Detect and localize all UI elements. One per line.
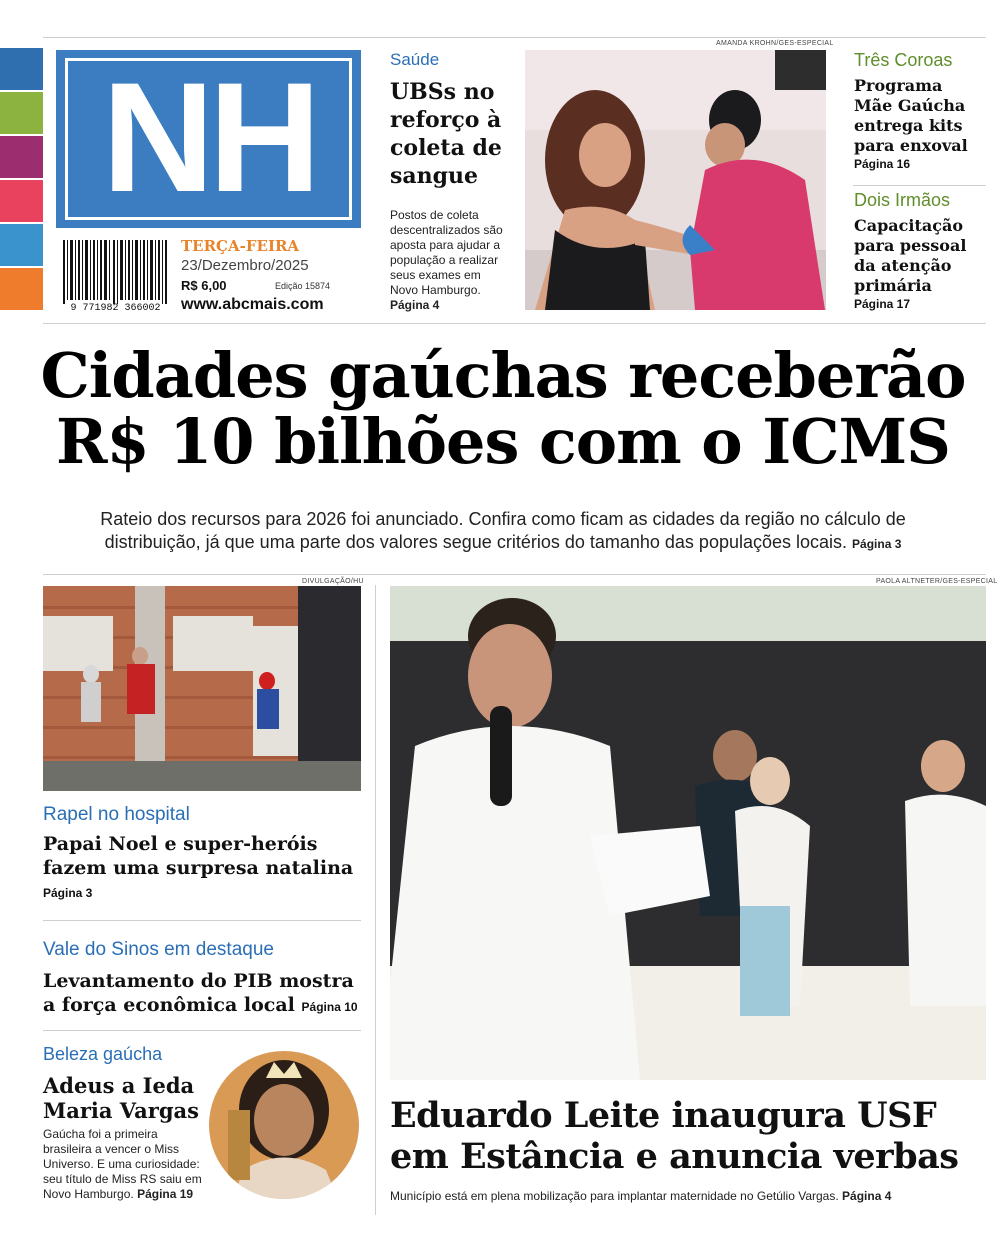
body-line: descentralizados são <box>390 223 503 237</box>
body-line: brasileira a vencer o Miss <box>43 1142 180 1156</box>
headline-line: da atenção <box>854 256 952 275</box>
body-line: seus exames em <box>390 268 481 282</box>
masthead-bottom-rule <box>43 323 986 324</box>
photo-credit: DIVULGAÇÃO/HU <box>302 578 364 585</box>
headline-line: Maria Vargas <box>43 1098 199 1123</box>
headline-line: Programa <box>854 76 943 95</box>
page-reference[interactable]: Página 4 <box>390 298 440 312</box>
logo-text: NH <box>101 51 316 225</box>
body-line: seu título de Miss RS saiu em <box>43 1172 202 1186</box>
page-reference[interactable]: Página 3 <box>852 537 902 551</box>
body-line: Universo. E uma curiosidade: <box>43 1157 200 1171</box>
story-kicker: Beleza gaúcha <box>43 1044 163 1064</box>
story-kicker: Rapel no hospital <box>43 804 190 825</box>
page-reference[interactable]: Página 16 <box>854 157 911 171</box>
story-headline[interactable] <box>390 78 520 190</box>
story-headline[interactable] <box>854 216 986 296</box>
photo-credit: PAOLA ALTNETER/GES-ESPECIAL <box>876 578 998 585</box>
issue-date: 23/Dezembro/2025 <box>181 257 309 274</box>
blood-collection-photo[interactable] <box>525 50 826 310</box>
weekday: TERÇA-FEIRA <box>181 237 300 255</box>
headline-line: entrega kits <box>854 116 963 135</box>
story-divider <box>43 1030 361 1031</box>
price: R$ 6,00 <box>181 278 227 293</box>
page-reference[interactable]: Página 3 <box>43 886 93 900</box>
strip-block <box>0 224 43 266</box>
headline-line: coleta de <box>390 135 502 161</box>
page-reference[interactable]: Página 19 <box>137 1187 194 1201</box>
barcode-number: 9 771982 366002 <box>70 303 161 314</box>
body-line: aposta para ajudar a <box>390 238 501 252</box>
story-headline[interactable] <box>43 832 373 880</box>
page-reference[interactable]: Página 17 <box>854 297 911 311</box>
body-line: Novo Hamburgo. <box>390 283 481 297</box>
headline-line: em Estância e anuncia verbas <box>390 1136 959 1177</box>
headline-line: Cidades gaúchas receberão <box>40 339 966 412</box>
headline-line: Eduardo Leite inaugura USF <box>390 1095 937 1136</box>
newspaper-logo[interactable] <box>56 50 361 228</box>
headline-line: a força econômica local <box>43 994 295 1016</box>
barcode-icon <box>63 240 167 304</box>
feature-headline[interactable] <box>390 1095 990 1177</box>
headline-line: Adeus a Ieda <box>43 1073 195 1098</box>
column-divider <box>375 585 376 1215</box>
headline-line: para enxoval <box>854 136 968 155</box>
headline-line: reforço à <box>390 107 502 133</box>
headline-line: Papai Noel e super-heróis <box>43 833 318 855</box>
headline-line: sangue <box>390 163 479 189</box>
strip-block <box>0 180 43 222</box>
page-reference[interactable]: Página 10 <box>301 1000 358 1014</box>
body-line: Postos de coleta <box>390 208 479 222</box>
story-kicker: Dois Irmãos <box>854 190 951 210</box>
headline-line: para pessoal <box>854 236 967 255</box>
body-line: Gaúcha foi a primeira <box>43 1127 158 1141</box>
feature-caption <box>390 1189 990 1203</box>
subheadline-line: Rateio dos recursos para 2026 foi anunciado. Confira como ficam as cidades da região no cálculo de <box>100 509 906 529</box>
headline-line: Levantamento do PIB mostra <box>43 970 354 992</box>
body-line: Novo Hamburgo. <box>43 1187 134 1201</box>
strip-block <box>0 92 43 134</box>
top-rule <box>43 37 986 38</box>
caption-text: Município está em plena mobilização para implantar maternidade no Getúlio Vargas. <box>390 1189 839 1203</box>
strip-block <box>0 48 43 90</box>
lead-bottom-rule <box>43 574 986 575</box>
story-kicker: Três Coroas <box>854 50 953 70</box>
headline-line: UBSs no <box>390 79 495 105</box>
photo-credit: AMANDA KROHN/GES-ESPECIAL <box>716 40 834 47</box>
story-summary <box>43 1127 223 1202</box>
body-line: população a realizar <box>390 253 499 267</box>
lead-headline[interactable] <box>20 339 986 478</box>
subheadline-line: distribuição, já que uma parte dos valores segue critérios do tamanho das populações locais. <box>104 532 848 552</box>
strip-block <box>0 136 43 178</box>
headline-line: fazem uma surpresa natalina <box>43 857 354 879</box>
inauguration-photo[interactable] <box>390 586 986 1080</box>
story-headline[interactable] <box>43 969 373 1019</box>
story-headline[interactable] <box>43 1073 213 1123</box>
story-headline[interactable] <box>854 76 986 156</box>
story-divider <box>43 920 361 921</box>
headline-line: Mãe Gaúcha <box>854 96 966 115</box>
headline-line: Capacitação <box>854 216 964 235</box>
headline-line: R$ 10 bilhões com o ICMS <box>56 405 950 478</box>
strip-block <box>0 268 43 310</box>
edition-number: Edição 15874 <box>275 281 331 291</box>
website-link[interactable]: www.abcmais.com <box>181 296 324 313</box>
hospital-rappel-photo[interactable] <box>43 586 361 791</box>
side-story-divider <box>853 185 986 186</box>
page-reference[interactable]: Página 4 <box>842 1189 892 1203</box>
story-kicker: Vale do Sinos em destaque <box>43 939 274 960</box>
story-kicker: Saúde <box>390 50 440 69</box>
lead-subheadline <box>30 508 976 556</box>
miss-universe-portrait[interactable] <box>208 1050 361 1200</box>
story-summary <box>390 208 520 313</box>
headline-line: primária <box>854 276 932 295</box>
